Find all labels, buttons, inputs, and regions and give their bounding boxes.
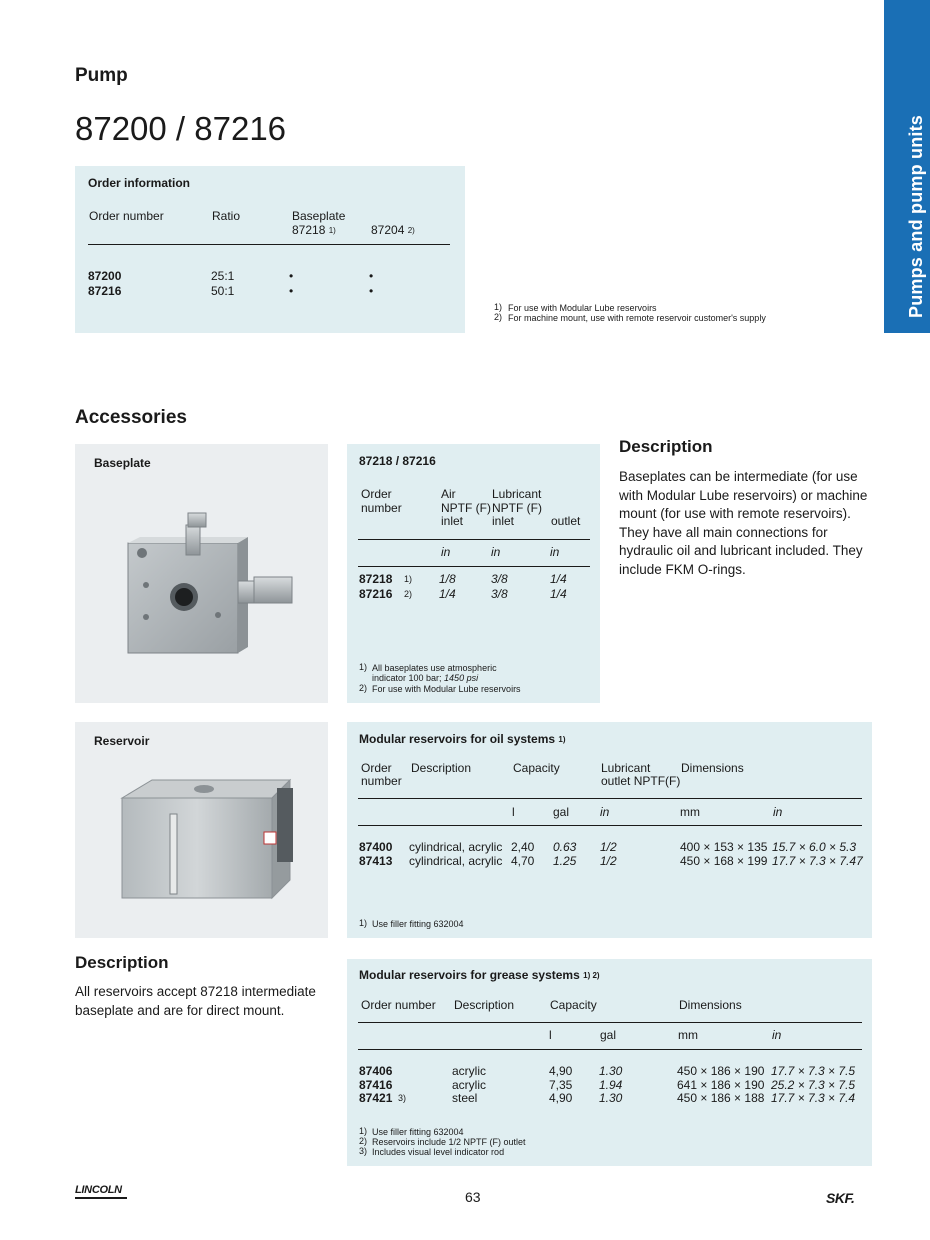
grease-row-1-desc: acrylic (452, 1064, 487, 1078)
page-number: 63 (465, 1189, 481, 1205)
reservoir-photo (112, 770, 302, 905)
order-footnote-1-num: 1) (494, 302, 503, 312)
oil-row-2-desc: cylindrical, acrylic (409, 854, 503, 868)
reservoir-label: Reservoir (94, 734, 150, 748)
grease-row-1-l: 4,90 (549, 1064, 573, 1078)
grease-row-1-mm: 450 × 186 × 190 (677, 1064, 765, 1078)
bp-row-1-air: 1/8 (439, 572, 456, 586)
bp-row-2-lub: 3/8 (491, 587, 508, 601)
oil-fn1: Use filler fitting 632004 (372, 919, 464, 929)
bp-row-1-note: 1) (404, 574, 413, 584)
bp-row-1-lub: 3/8 (491, 572, 508, 586)
oil-h-dim: Dimensions (681, 761, 744, 775)
bp-unit-lub: in (491, 545, 501, 559)
oil-table-panel (347, 722, 872, 938)
order-row-2-bullet-2: • (369, 284, 374, 298)
skf-logo: SKF. (826, 1190, 855, 1206)
bp-fn1-line1: All baseplates use atmospheric (372, 663, 497, 673)
oil-row-2-outlet: 1/2 (600, 854, 617, 868)
grease-fn1: Use filler fitting 632004 (372, 1127, 464, 1137)
oil-row-1-gal: 0.63 (553, 840, 577, 854)
grease-fn1-num: 1) (359, 1126, 368, 1136)
oil-unit-gal: gal (553, 805, 570, 819)
bp-fn2-num: 2) (359, 683, 368, 693)
order-row-1-bullet-2: • (369, 269, 374, 283)
grease-table-title: Modular reservoirs for grease systems $^{1) 2)}$ (359, 968, 600, 982)
order-row-1-ratio: 25:1 (211, 269, 235, 283)
bp-fn2: For use with Modular Lube reservoirs (372, 684, 521, 694)
oil-row-1-order: 87400 (359, 840, 393, 854)
bp-unit-air: in (441, 545, 451, 559)
oil-row-2-order: 87413 (359, 854, 393, 868)
order-footnote-1: For use with Modular Lube reservoirs (508, 303, 657, 313)
grease-unit-in: in (772, 1028, 782, 1042)
col-87218: 87218 $^{1)}$ (292, 223, 336, 237)
order-row-2-bullet-1: • (289, 284, 294, 298)
grease-h-desc: Description (454, 998, 515, 1012)
reservoir-description-heading: Description (75, 953, 169, 972)
grease-row-2-mm: 641 × 186 × 190 (677, 1078, 765, 1092)
order-footnote-2-num: 2) (494, 312, 503, 322)
grease-fn2: Reservoirs include 1/2 NPTF (F) outlet (372, 1137, 526, 1147)
oil-row-2-l: 4,70 (511, 854, 535, 868)
oil-unit-in2: in (773, 805, 783, 819)
oil-row-2-in: 17.7 × 7.3 × 7.47 (772, 854, 863, 868)
col-ratio: Ratio (212, 209, 241, 223)
bp-fn1-line2: indicator 100 bar; 1450 psi (372, 673, 479, 683)
order-info-panel (75, 166, 465, 333)
lincoln-logo: LINCOLN (75, 1185, 127, 1201)
grease-row-3-in: 17.7 × 7.3 × 7.4 (771, 1091, 856, 1105)
oil-row-2-mm: 450 × 168 × 199 (680, 854, 768, 868)
order-row-2-number: 87216 (88, 284, 122, 298)
oil-unit-l: l (512, 805, 515, 819)
header-rule (88, 244, 450, 245)
grease-row-1-in: 17.7 × 7.3 × 7.5 (771, 1064, 856, 1078)
category-heading: Pump (75, 65, 128, 86)
oil-h-desc: Description (411, 761, 472, 775)
grease-h-dim: Dimensions (679, 998, 742, 1012)
reservoir-description-text: All reservoirs accept 87218 intermediate baseplate and are for direct mount. (75, 984, 316, 1018)
bp-row-1-out: 1/4 (550, 572, 567, 586)
baseplate-label: Baseplate (94, 456, 151, 470)
bp-h-lub1: Lubricant (492, 487, 542, 501)
accessories-heading: Accessories (75, 407, 187, 428)
grease-fn3-num: 3) (359, 1146, 368, 1156)
grease-fn3: Includes visual level indicator rod (372, 1147, 505, 1157)
oil-h-order1: Order (361, 761, 392, 775)
oil-rule-1 (358, 798, 862, 799)
oil-unit-in: in (600, 805, 610, 819)
grease-row-3-l: 4,90 (549, 1091, 573, 1105)
col-87204: 87204 $^{2)}$ (371, 223, 415, 237)
baseplate-table-title: 87218 / 87216 (359, 454, 436, 468)
bp-h-air2: NPTF (F) (441, 501, 491, 515)
bp-fn1-num: 1) (359, 662, 368, 672)
section-tab-label: Pumps and pump units (906, 114, 926, 318)
grease-h-cap: Capacity (550, 998, 597, 1012)
bp-h-lub2: NPTF (F) (492, 501, 542, 515)
baseplate-photo (118, 505, 298, 665)
grease-fn2-num: 2) (359, 1136, 368, 1146)
page-title: 87200 / 87216 (75, 110, 287, 147)
bp-h-air1: Air (441, 487, 456, 501)
baseplate-description-text: Baseplates can be intermediate (for use with Modular Lube reservoirs) or machine mount (for use with remote reservoirs). They have all main connections for hydraulic oil and lubricant included. They include FKM O-rings. (619, 469, 868, 577)
bp-row-1-order: 87218 (359, 572, 393, 586)
grease-row-2-gal: 1.94 (599, 1078, 623, 1092)
oil-fn1-num: 1) (359, 918, 368, 928)
order-row-1-number: 87200 (88, 269, 122, 283)
oil-h-lub2: outlet NPTF(F) (601, 774, 681, 788)
grease-row-2-l: 7,35 (549, 1078, 573, 1092)
grease-row-1-order: 87406 (359, 1064, 393, 1078)
order-row-1-bullet-1: • (289, 269, 294, 283)
oil-row-1-outlet: 1/2 (600, 840, 617, 854)
bp-row-2-note: 2) (404, 589, 413, 599)
grease-row-3-note: 3) (398, 1093, 407, 1103)
bp-rule-1 (358, 539, 590, 540)
bp-rule-2 (358, 566, 590, 567)
grease-row-2-desc: acrylic (452, 1078, 487, 1092)
grease-rule-2 (358, 1049, 862, 1050)
grease-h-order: Order number (361, 998, 436, 1012)
grease-unit-gal: gal (600, 1028, 617, 1042)
order-info-heading: Order information (88, 176, 191, 190)
grease-row-3-order: 87421 (359, 1091, 393, 1105)
oil-row-2-gal: 1.25 (553, 854, 577, 868)
grease-row-3-gal: 1.30 (599, 1091, 623, 1105)
oil-row-1-in: 15.7 × 6.0 × 5.3 (772, 840, 857, 854)
bp-h-lub3: inlet (492, 514, 515, 528)
grease-row-3-desc: steel (452, 1091, 478, 1105)
oil-table-title: Modular reservoirs for oil systems $^{1)}$ (359, 732, 566, 746)
oil-h-order2: number (361, 774, 402, 788)
oil-h-lub1: Lubricant (601, 761, 651, 775)
grease-unit-l: l (549, 1028, 552, 1042)
order-footnote-2: For machine mount, use with remote reservoir customer's supply (508, 313, 766, 323)
bp-row-2-out: 1/4 (550, 587, 567, 601)
oil-h-cap: Capacity (513, 761, 560, 775)
baseplate-description-heading: Description (619, 437, 713, 456)
col-order-number: Order number (89, 209, 164, 223)
oil-row-1-l: 2,40 (511, 840, 535, 854)
grease-unit-mm: mm (678, 1028, 698, 1042)
bp-h-order1: Order (361, 487, 392, 501)
grease-rule-1 (358, 1022, 862, 1023)
bp-h-air3: inlet (441, 514, 464, 528)
bp-h-order2: number (361, 501, 402, 515)
grease-row-2-in: 25.2 × 7.3 × 7.5 (771, 1078, 856, 1092)
oil-unit-mm: mm (680, 805, 700, 819)
bp-row-2-order: 87216 (359, 587, 393, 601)
bp-h-outlet: outlet (551, 514, 581, 528)
bp-row-2-air: 1/4 (439, 587, 456, 601)
oil-rule-2 (358, 825, 862, 826)
order-row-2-ratio: 50:1 (211, 284, 235, 298)
oil-row-1-desc: cylindrical, acrylic (409, 840, 503, 854)
grease-row-1-gal: 1.30 (599, 1064, 623, 1078)
grease-row-3-mm: 450 × 186 × 188 (677, 1091, 765, 1105)
col-baseplate: Baseplate (292, 209, 346, 223)
oil-row-1-mm: 400 × 153 × 135 (680, 840, 768, 854)
section-tab (884, 0, 930, 333)
bp-unit-out: in (550, 545, 560, 559)
grease-row-2-order: 87416 (359, 1078, 393, 1092)
